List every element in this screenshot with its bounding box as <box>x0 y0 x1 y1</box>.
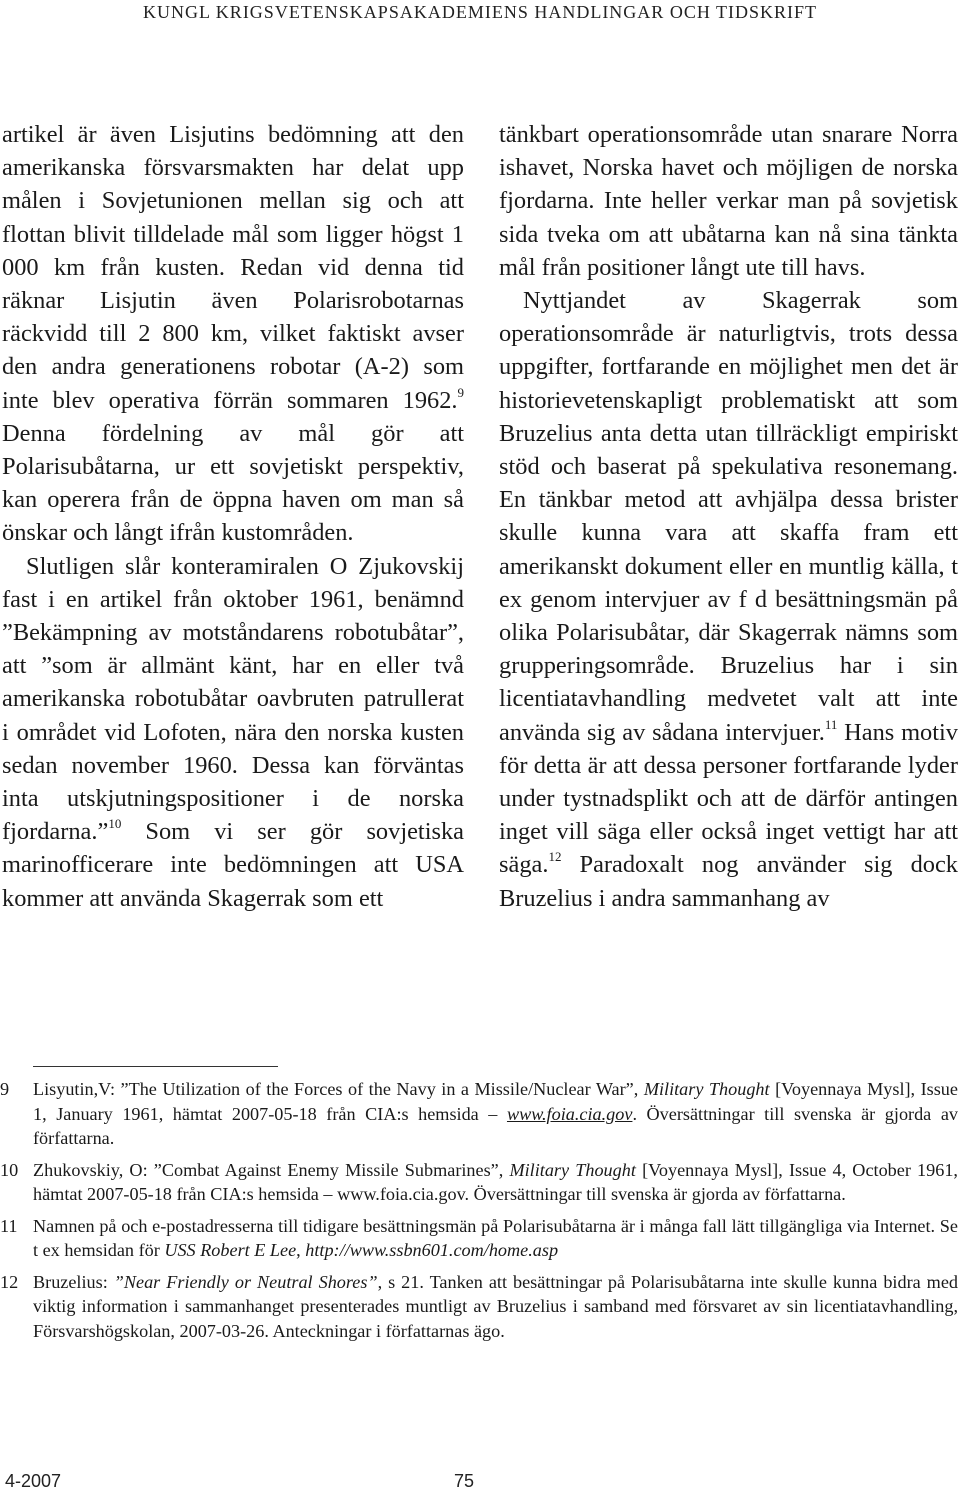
paragraph-text: tänkbart operationsområde utan snarare Norra ishavet, Norska havet och möjligen de norska fjordarna. Inte heller verkar man på sovjetisk sida tveka om att ubåtarna kan nå sina tänkta mål från positioner långt ute till havs. <box>499 121 958 281</box>
work-title: ”Near Friendly or Neutral Shores” <box>113 1271 378 1292</box>
paragraph <box>499 284 958 915</box>
footnote-text <box>33 1214 958 1263</box>
footnote-text-part: Bruzelius: <box>33 1271 114 1292</box>
paragraph <box>499 118 958 284</box>
paragraph-text: artikel är även Lisjutins bedömning att den amerikanska försvarsmakten har delat upp målen i Sovjetunionen mellan sig och att flottan blivit tilldelade mål som ligger högst 1 000 km från kusten. Redan vid denna tid räknar Lisjutin även Polarisrobotarnas räckvidd till 2 800 km, vilket faktiskt avser den andra generationens robotar (A-2) som inte blev operativa förrän sommaren 1962. <box>2 121 464 414</box>
footnote-text <box>33 1270 958 1344</box>
footnote-text-part: , s 21. Tanken att besättningar på Polarisubåtarna inte skulle kunna bidra med viktig information i sammanhanget presenterades muntligt av Bruzelius i samband med försvaret av sin licentiatavhandling, Försvarshögskolan, 2007-03-26. Anteckningar i författarnas ägo. <box>33 1271 958 1341</box>
journal-title: Military Thought <box>643 1079 770 1099</box>
page-number: 75 <box>454 1471 475 1491</box>
footnote-text-part: . Översättningar till svenska är gjorda av författarna. <box>33 1103 958 1148</box>
issue-label: 4-2007 <box>5 1471 62 1491</box>
footnote-ref-9[interactable]: 9 <box>457 384 464 400</box>
source-link[interactable]: www.foia.cia.gov <box>506 1103 633 1124</box>
paragraph-text: Hans motiv för detta är att dessa personer fortfarande lyder under tystnadsplikt och att de därför antingen inget vill säga eller också inget vettigt har att säga. <box>499 718 958 879</box>
body-column-left <box>2 118 464 915</box>
footnote-text-part: Zhukovskiy, O: ”Combat Against Enemy Missile Submarines”, <box>33 1159 510 1180</box>
footnote-ref-10[interactable]: 10 <box>108 816 122 832</box>
footnote-number: 11 <box>0 1215 18 1236</box>
paragraph <box>2 118 464 550</box>
footnote-number: 10 <box>0 1159 19 1180</box>
footnote-ref-12[interactable]: 12 <box>548 849 562 865</box>
running-header: KUNGL KRIGSVETENSKAPSAKADEMIENS HANDLINGAR OCH TIDSKRIFT <box>142 2 817 22</box>
footnotes <box>0 1077 958 1350</box>
footnote-10 <box>0 1158 958 1207</box>
paragraph-text: Slutligen slår konteramiralen O Zjukovskij fast i en artikel från oktober 1961, benämnd ”Bekämpning av motståndarens robotubåtar”, att ”som är allmänt känt, har en eller två amerikanska robotubåtar oavbruten patrullerat i området vid Lofoten, nära den norska kusten sedan november 1960. Dessa kan förväntas inta utskjutningspositioner i de norska fjordarna.” <box>2 552 464 846</box>
footnote-text-part: Lisyutin,V: ”The Utilization of the Forces of the Navy in a Missile/Nuclear War”, <box>33 1079 644 1099</box>
footnote-number: 12 <box>0 1271 19 1292</box>
footnote-text-part: Namnen på och e-postadresserna till tidigare besättningsmän på Polarisubåtarna är i många fall lätt tillgängliga via Internet. Se t ex hemsidan för <box>33 1215 958 1260</box>
paragraph-text: Nyttjandet av Skagerrak som operationsområde är naturligtvis, trots dessa uppgifter, fortfarande en möjlighet men det är historievetenskapligt problematiskt att som Bruzelius anta detta utan tillräckligt empiriskt stöd och baserat på spekulativa resonemang. En tänkbar metod att avhjälpa dessa brister skulle kunna vara att skaffa fram ett amerikanskt dokument eller en muntlig källa, t ex genom intervjuer av f d besättningsmän på olika Polarisubåtar, där Skagerrak nämns som grupperingsområde. Bruzelius har i sin licentiatavhandling medvetet valt att inte använda sig av sådana intervjuer. <box>499 287 958 746</box>
body-column-right <box>499 118 958 915</box>
footnote-text <box>33 1077 958 1151</box>
ship-name: USS Robert E Lee <box>164 1240 297 1260</box>
footnote-text-part: [Voyennaya Mysl], Issue 4, October 1961, hämtat 2007-05-18 från CIA:s hemsida – www.foia.cia.gov. Översättningar till svenska är gjorda av författarna. <box>33 1159 958 1204</box>
paragraph <box>2 550 464 915</box>
paragraph-text: Paradoxalt nog använder sig dock Bruzelius i andra sammanhang av <box>499 851 958 912</box>
journal-title: Military Thought <box>509 1159 636 1180</box>
footnote-ref-11[interactable]: 11 <box>824 716 838 732</box>
footnote-text-part: , <box>296 1240 306 1260</box>
footnote-11 <box>0 1214 958 1263</box>
footnote-12 <box>0 1270 958 1344</box>
footnote-number: 9 <box>0 1079 10 1099</box>
website-link[interactable]: http://www.ssbn601.com/home.asp <box>305 1240 559 1260</box>
paragraph-text: Denna fördelning av mål gör att Polarisubåtarna, ur ett sovjetiskt perspektiv, kan operera från de öppna haven om man så önskar och långt ifrån kustområden. <box>2 419 464 547</box>
footnote-9 <box>0 1077 958 1151</box>
paragraph-text: Som vi ser gör sovjetiska marinofficerare inte bedömningen att USA kommer att använda Skagerrak som ett <box>2 818 464 912</box>
footnote-divider <box>33 1066 278 1067</box>
footnote-text <box>33 1158 958 1207</box>
footnote-text-part: [Voyennaya Mysl], Issue 1, January 1961, hämtat 2007-05-18 från CIA:s hemsida – <box>33 1079 958 1124</box>
